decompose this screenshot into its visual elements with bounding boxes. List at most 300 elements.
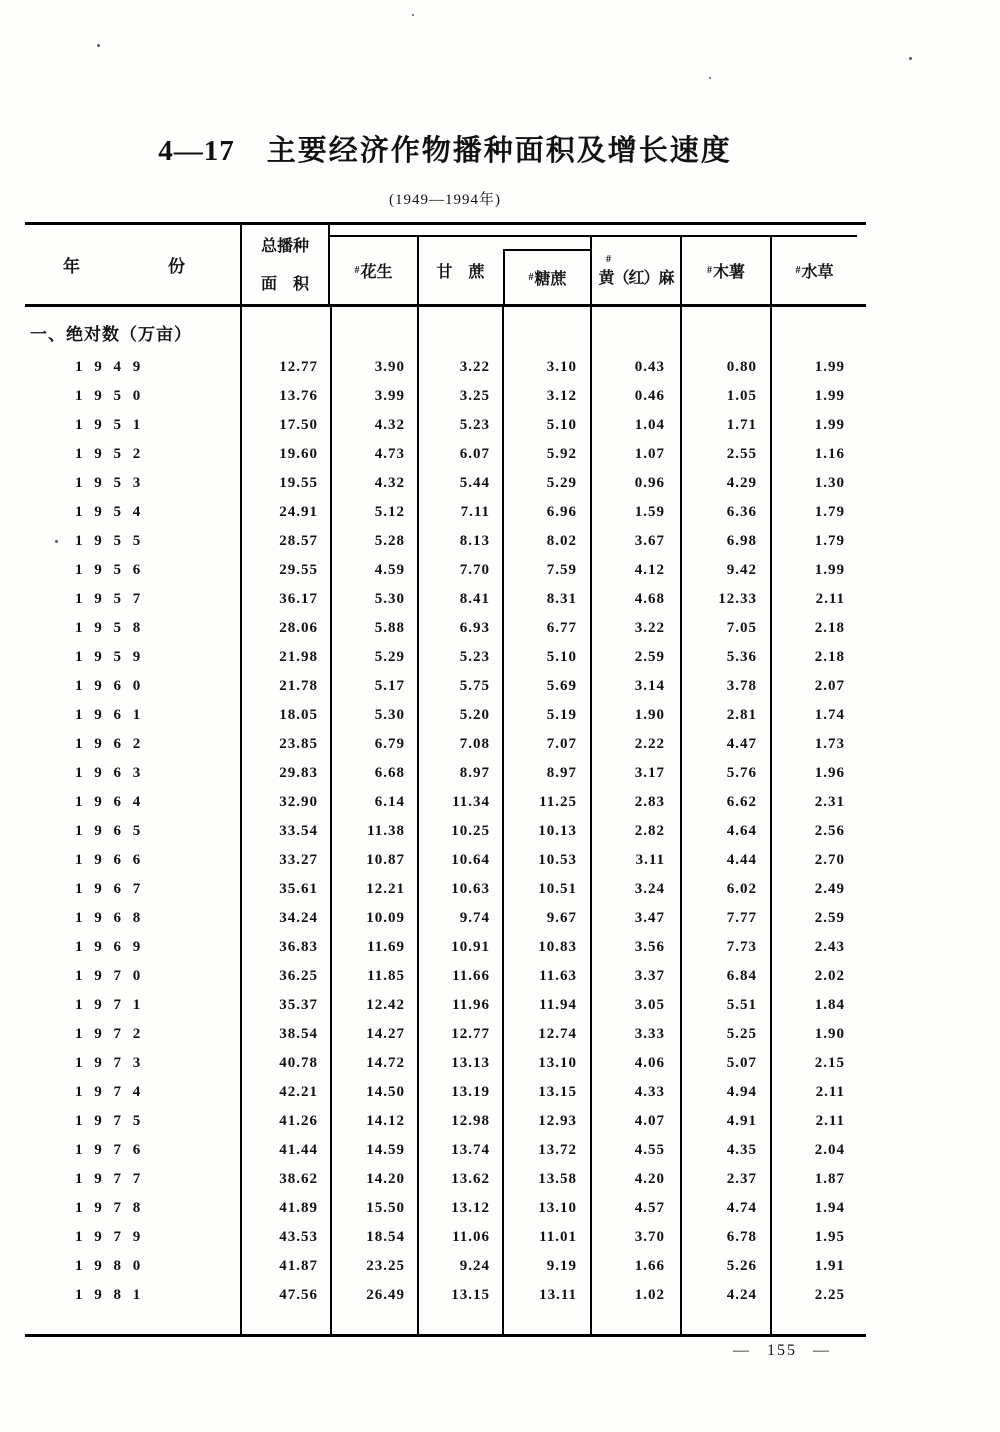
column-divider [417, 307, 419, 1334]
value-cell: 3.90 [374, 359, 405, 375]
value-cell: 8.41 [459, 591, 490, 607]
year-cell: 1 9 5 7 [75, 591, 145, 607]
value-cell: 9.19 [546, 1258, 577, 1274]
value-cell: 2.59 [814, 910, 845, 926]
table-row [25, 1165, 866, 1194]
value-cell: 6.84 [726, 968, 757, 984]
value-cell: 5.29 [374, 649, 405, 665]
year-cell: 1 9 5 4 [75, 504, 145, 520]
footnote-mark: # [795, 265, 801, 276]
year-cell: 1 9 5 5 [75, 533, 145, 549]
value-cell: 10.83 [538, 939, 577, 955]
value-cell: 2.56 [814, 823, 845, 839]
year-cell: 1 9 5 8 [75, 620, 145, 636]
value-cell: 13.13 [451, 1055, 490, 1071]
value-cell: 5.23 [459, 417, 490, 433]
column-header-cassava [680, 237, 770, 304]
value-cell: 4.59 [374, 562, 405, 578]
value-cell: 4.73 [374, 446, 405, 462]
table-body [25, 307, 866, 1337]
value-cell: 6.02 [726, 881, 757, 897]
value-cell: 10.13 [538, 823, 577, 839]
year-cell: 1 9 5 2 [75, 446, 145, 462]
year-cell: 1 9 5 9 [75, 649, 145, 665]
value-cell: 13.62 [451, 1171, 490, 1187]
value-cell: 4.74 [726, 1200, 757, 1216]
value-cell: 1.91 [814, 1258, 845, 1274]
value-cell: 2.59 [634, 649, 665, 665]
value-cell: 35.37 [279, 997, 318, 1013]
value-cell: 5.12 [374, 504, 405, 520]
value-cell: 14.20 [366, 1171, 405, 1187]
value-cell: 12.42 [366, 997, 405, 1013]
value-cell: 4.57 [634, 1200, 665, 1216]
table-row [25, 817, 866, 846]
table-row [25, 498, 866, 527]
column-label: 水草 [801, 264, 834, 281]
table-row [25, 469, 866, 498]
year-cell: 1 9 6 9 [75, 939, 145, 955]
year-cell: 1 9 6 5 [75, 823, 145, 839]
value-cell: 7.08 [459, 736, 490, 752]
total-area-line1: 总播种 [260, 238, 309, 255]
table-row [25, 440, 866, 469]
year-cell: 1 9 7 0 [75, 968, 145, 984]
value-cell: 7.07 [546, 736, 577, 752]
value-cell: 5.10 [546, 649, 577, 665]
value-cell: 14.72 [366, 1055, 405, 1071]
value-cell: 4.64 [726, 823, 757, 839]
value-cell: 13.72 [538, 1142, 577, 1158]
table-row [25, 1049, 866, 1078]
value-cell: 2.11 [815, 1113, 845, 1129]
value-cell: 2.43 [814, 939, 845, 955]
value-cell: 9.74 [459, 910, 490, 926]
value-cell: 2.25 [814, 1287, 845, 1303]
year-cell: 1 9 5 3 [75, 475, 145, 491]
value-cell: 2.15 [814, 1055, 845, 1071]
scan-speck [412, 14, 414, 16]
value-cell: 26.49 [366, 1287, 405, 1303]
value-cell: 14.50 [366, 1084, 405, 1100]
table-row [25, 614, 866, 643]
value-cell: 5.20 [459, 707, 490, 723]
value-cell: 2.11 [815, 1084, 845, 1100]
table-row [25, 527, 866, 556]
value-cell: 5.36 [726, 649, 757, 665]
value-cell: 13.11 [539, 1287, 577, 1303]
section-header: 一、绝对数（万亩） [30, 325, 192, 344]
value-cell: 43.53 [279, 1229, 318, 1245]
value-cell: 9.24 [459, 1258, 490, 1274]
value-cell: 1.73 [814, 736, 845, 752]
value-cell: 11.85 [367, 968, 405, 984]
value-cell: 13.74 [451, 1142, 490, 1158]
table-row [25, 788, 866, 817]
year-header-cell [25, 225, 240, 304]
value-cell: 2.11 [815, 591, 845, 607]
year-header-right: 份 [168, 257, 185, 276]
value-cell: 1.99 [814, 562, 845, 578]
value-cell: 5.28 [374, 533, 405, 549]
value-cell: 1.90 [814, 1026, 845, 1042]
value-cell: 11.66 [452, 968, 490, 984]
value-cell: 3.25 [459, 388, 490, 404]
value-cell: 2.07 [814, 678, 845, 694]
value-cell: 11.96 [452, 997, 490, 1013]
value-cell: 1.87 [814, 1171, 845, 1187]
table-row [25, 933, 866, 962]
year-cell: 1 9 7 9 [75, 1229, 145, 1245]
value-cell: 1.66 [634, 1258, 665, 1274]
value-cell: 2.81 [726, 707, 757, 723]
column-divider [770, 307, 772, 1334]
table-row [25, 759, 866, 788]
value-cell: 36.83 [279, 939, 318, 955]
value-cell: 4.55 [634, 1142, 665, 1158]
year-cell: 1 9 6 8 [75, 910, 145, 926]
year-cell: 1 9 5 6 [75, 562, 145, 578]
value-cell: 3.22 [459, 359, 490, 375]
value-cell: 7.05 [726, 620, 757, 636]
year-cell: 1 9 7 2 [75, 1026, 145, 1042]
value-cell: 41.26 [279, 1113, 318, 1129]
table-row [25, 556, 866, 585]
value-cell: 8.97 [459, 765, 490, 781]
value-cell: 2.31 [814, 794, 845, 810]
value-cell: 36.25 [279, 968, 318, 984]
year-cell: 1 9 6 0 [75, 678, 145, 694]
value-cell: 11.38 [367, 823, 405, 839]
value-cell: 10.51 [538, 881, 577, 897]
year-cell: 1 9 6 3 [75, 765, 145, 781]
value-cell: 10.53 [538, 852, 577, 868]
value-cell: 3.70 [634, 1229, 665, 1245]
value-cell: 18.05 [279, 707, 318, 723]
value-cell: 4.07 [634, 1113, 665, 1129]
value-cell: 4.47 [726, 736, 757, 752]
value-cell: 21.78 [279, 678, 318, 694]
value-cell: 1.79 [814, 533, 845, 549]
value-cell: 4.06 [634, 1055, 665, 1071]
value-cell: 47.56 [279, 1287, 318, 1303]
table-row [25, 1252, 866, 1281]
value-cell: 23.25 [366, 1258, 405, 1274]
value-cell: 5.44 [459, 475, 490, 491]
year-cell: 1 9 7 3 [75, 1055, 145, 1071]
year-cell: 1 9 7 1 [75, 997, 145, 1013]
footnote-mark: # [528, 272, 534, 283]
value-cell: 4.32 [374, 475, 405, 491]
value-cell: 5.10 [546, 417, 577, 433]
year-cell: 1 9 7 4 [75, 1084, 145, 1100]
table-row [25, 904, 866, 933]
value-cell: 5.23 [459, 649, 490, 665]
value-cell: 1.79 [814, 504, 845, 520]
value-cell: 6.77 [546, 620, 577, 636]
value-cell: 4.68 [634, 591, 665, 607]
value-cell: 3.10 [546, 359, 577, 375]
table-row [25, 411, 866, 440]
column-label: 木薯 [712, 264, 745, 281]
value-cell: 5.30 [374, 707, 405, 723]
value-cell: 3.22 [634, 620, 665, 636]
footnote-mark: # [354, 265, 360, 276]
value-cell: 5.88 [374, 620, 405, 636]
value-cell: 5.07 [726, 1055, 757, 1071]
value-cell: 5.26 [726, 1258, 757, 1274]
table-rows [25, 353, 866, 1310]
year-cell: 1 9 6 1 [75, 707, 145, 723]
value-cell: 7.77 [726, 910, 757, 926]
year-cell: 1 9 6 4 [75, 794, 145, 810]
value-cell: 6.96 [546, 504, 577, 520]
value-cell: 1.94 [814, 1200, 845, 1216]
value-cell: 12.93 [538, 1113, 577, 1129]
value-cell: 10.64 [451, 852, 490, 868]
value-cell: 3.37 [634, 968, 665, 984]
value-cell: 38.54 [279, 1026, 318, 1042]
value-cell: 2.18 [814, 620, 845, 636]
value-cell: 3.47 [634, 910, 665, 926]
column-header-peanut [330, 237, 417, 304]
value-cell: 28.06 [279, 620, 318, 636]
value-cell: 2.83 [634, 794, 665, 810]
value-cell: 13.19 [451, 1084, 490, 1100]
value-cell: 4.24 [726, 1287, 757, 1303]
column-label: 糖蔗 [534, 271, 567, 288]
value-cell: 3.11 [635, 852, 665, 868]
year-cell: 1 9 4 9 [75, 359, 145, 375]
year-cell: 1 9 6 2 [75, 736, 145, 752]
column-header-jute [590, 237, 680, 304]
value-cell: 12.98 [451, 1113, 490, 1129]
column-divider [590, 307, 592, 1334]
value-cell: 3.05 [634, 997, 665, 1013]
value-cell: 8.97 [546, 765, 577, 781]
value-cell: 1.99 [814, 417, 845, 433]
table-row [25, 1136, 866, 1165]
value-cell: 5.75 [459, 678, 490, 694]
value-cell: 2.37 [726, 1171, 757, 1187]
value-cell: 6.93 [459, 620, 490, 636]
table-row [25, 1194, 866, 1223]
value-cell: 6.07 [459, 446, 490, 462]
table-row [25, 585, 866, 614]
value-cell: 7.11 [460, 504, 490, 520]
value-cell: 4.33 [634, 1084, 665, 1100]
value-cell: 1.84 [814, 997, 845, 1013]
column-header-water-sedge [770, 237, 857, 304]
value-cell: 12.33 [718, 591, 757, 607]
value-cell: 7.59 [546, 562, 577, 578]
table-row [25, 1281, 866, 1310]
total-area-line2: 面 积 [260, 276, 309, 293]
value-cell: 11.34 [452, 794, 490, 810]
value-cell: 2.22 [634, 736, 665, 752]
value-cell: 14.12 [366, 1113, 405, 1129]
value-cell: 33.27 [279, 852, 318, 868]
table-row [25, 962, 866, 991]
value-cell: 13.12 [451, 1200, 490, 1216]
value-cell: 5.76 [726, 765, 757, 781]
table-row [25, 875, 866, 904]
column-header-sugarcane-sub-box [503, 249, 590, 304]
value-cell: 5.25 [726, 1026, 757, 1042]
value-cell: 42.21 [279, 1084, 318, 1100]
value-cell: 41.44 [279, 1142, 318, 1158]
table-row [25, 991, 866, 1020]
value-cell: 7.73 [726, 939, 757, 955]
value-cell: 6.68 [374, 765, 405, 781]
value-cell: 1.02 [634, 1287, 665, 1303]
value-cell: 4.94 [726, 1084, 757, 1100]
value-cell: 1.05 [726, 388, 757, 404]
value-cell: 4.44 [726, 852, 757, 868]
year-cell: 1 9 7 8 [75, 1200, 145, 1216]
value-cell: 18.54 [366, 1229, 405, 1245]
value-cell: 34.24 [279, 910, 318, 926]
value-cell: 4.20 [634, 1171, 665, 1187]
value-cell: 14.27 [366, 1026, 405, 1042]
value-cell: 11.01 [539, 1229, 577, 1245]
year-cell: 1 9 8 0 [75, 1258, 145, 1274]
year-cell: 1 9 7 6 [75, 1142, 145, 1158]
value-cell: 6.36 [726, 504, 757, 520]
value-cell: 19.55 [279, 475, 318, 491]
value-cell: 10.87 [366, 852, 405, 868]
value-cell: 29.55 [279, 562, 318, 578]
footnote-mark: # [706, 265, 712, 276]
value-cell: 13.15 [538, 1084, 577, 1100]
table-row [25, 846, 866, 875]
value-cell: 24.91 [279, 504, 318, 520]
value-cell: 4.32 [374, 417, 405, 433]
value-cell: 12.21 [366, 881, 405, 897]
value-cell: 10.25 [451, 823, 490, 839]
value-cell: 1.90 [634, 707, 665, 723]
table-row [25, 1107, 866, 1136]
year-cell: 1 9 7 7 [75, 1171, 145, 1187]
value-cell: 9.67 [546, 910, 577, 926]
value-cell: 6.79 [374, 736, 405, 752]
value-cell: 7.70 [459, 562, 490, 578]
value-cell: 19.60 [279, 446, 318, 462]
table-row [25, 353, 866, 382]
value-cell: 9.42 [726, 562, 757, 578]
value-cell: 3.99 [374, 388, 405, 404]
value-cell: 3.17 [634, 765, 665, 781]
table-number: 4—17 [158, 135, 235, 167]
value-cell: 17.50 [279, 417, 318, 433]
value-cell: 23.85 [279, 736, 318, 752]
year-header-left: 年 [63, 257, 80, 276]
value-cell: 3.78 [726, 678, 757, 694]
year-cell: 1 9 7 5 [75, 1113, 145, 1129]
value-cell: 1.71 [726, 417, 757, 433]
year-cell: 1 9 8 1 [75, 1287, 145, 1303]
scan-speck [909, 57, 912, 60]
scan-speck [97, 44, 100, 47]
value-cell: 0.43 [634, 359, 665, 375]
value-cell: 8.13 [459, 533, 490, 549]
value-cell: 5.19 [546, 707, 577, 723]
value-cell: 8.02 [546, 533, 577, 549]
table-row [25, 730, 866, 759]
value-cell: 1.16 [814, 446, 845, 462]
column-label: 花生 [360, 264, 393, 281]
value-cell: 41.87 [279, 1258, 318, 1274]
total-area-header-cell [240, 225, 330, 304]
value-cell: 12.77 [279, 359, 318, 375]
value-cell: 4.29 [726, 475, 757, 491]
value-cell: 3.56 [634, 939, 665, 955]
table-row [25, 672, 866, 701]
value-cell: 6.78 [726, 1229, 757, 1245]
value-cell: 12.74 [538, 1026, 577, 1042]
column-divider [330, 307, 332, 1334]
value-cell: 13.76 [279, 388, 318, 404]
value-cell: 4.91 [726, 1113, 757, 1129]
value-cell: 6.98 [726, 533, 757, 549]
value-cell: 5.29 [546, 475, 577, 491]
value-cell: 1.95 [814, 1229, 845, 1245]
value-cell: 13.10 [538, 1200, 577, 1216]
value-cell: 13.15 [451, 1287, 490, 1303]
value-cell: 10.63 [451, 881, 490, 897]
year-cell: 1 9 5 0 [75, 388, 145, 404]
value-cell: 12.77 [451, 1026, 490, 1042]
value-cell: 1.59 [634, 504, 665, 520]
crops-table [25, 222, 866, 1337]
value-cell: 33.54 [279, 823, 318, 839]
column-label: 甘 蔗 [436, 264, 485, 281]
column-header-sugarcane [417, 237, 502, 304]
page-number: — 155 — [733, 1342, 831, 1359]
value-cell: 5.69 [546, 678, 577, 694]
scan-speck [709, 77, 711, 79]
value-cell: 5.30 [374, 591, 405, 607]
value-cell: 1.99 [814, 359, 845, 375]
value-cell: 11.25 [539, 794, 577, 810]
value-cell: 3.33 [634, 1026, 665, 1042]
table-title-text: 主要经济作物播种面积及增长速度 [266, 135, 732, 167]
value-cell: 8.31 [546, 591, 577, 607]
value-cell: 11.06 [452, 1229, 490, 1245]
table-row [25, 701, 866, 730]
value-cell: 38.62 [279, 1171, 318, 1187]
table-row [25, 1078, 866, 1107]
table-header [25, 222, 866, 307]
value-cell: 4.35 [726, 1142, 757, 1158]
column-divider [240, 307, 242, 1334]
table-row [25, 1020, 866, 1049]
value-cell: 1.96 [814, 765, 845, 781]
value-cell: 1.04 [634, 417, 665, 433]
value-cell: 40.78 [279, 1055, 318, 1071]
value-cell: 32.90 [279, 794, 318, 810]
value-cell: 3.67 [634, 533, 665, 549]
value-cell: 13.10 [538, 1055, 577, 1071]
value-cell: 11.63 [539, 968, 577, 984]
value-cell: 1.30 [814, 475, 845, 491]
value-cell: 35.61 [279, 881, 318, 897]
value-cell: 2.18 [814, 649, 845, 665]
value-cell: 5.92 [546, 446, 577, 462]
value-cell: 21.98 [279, 649, 318, 665]
value-cell: 6.14 [374, 794, 405, 810]
value-cell: 5.17 [374, 678, 405, 694]
